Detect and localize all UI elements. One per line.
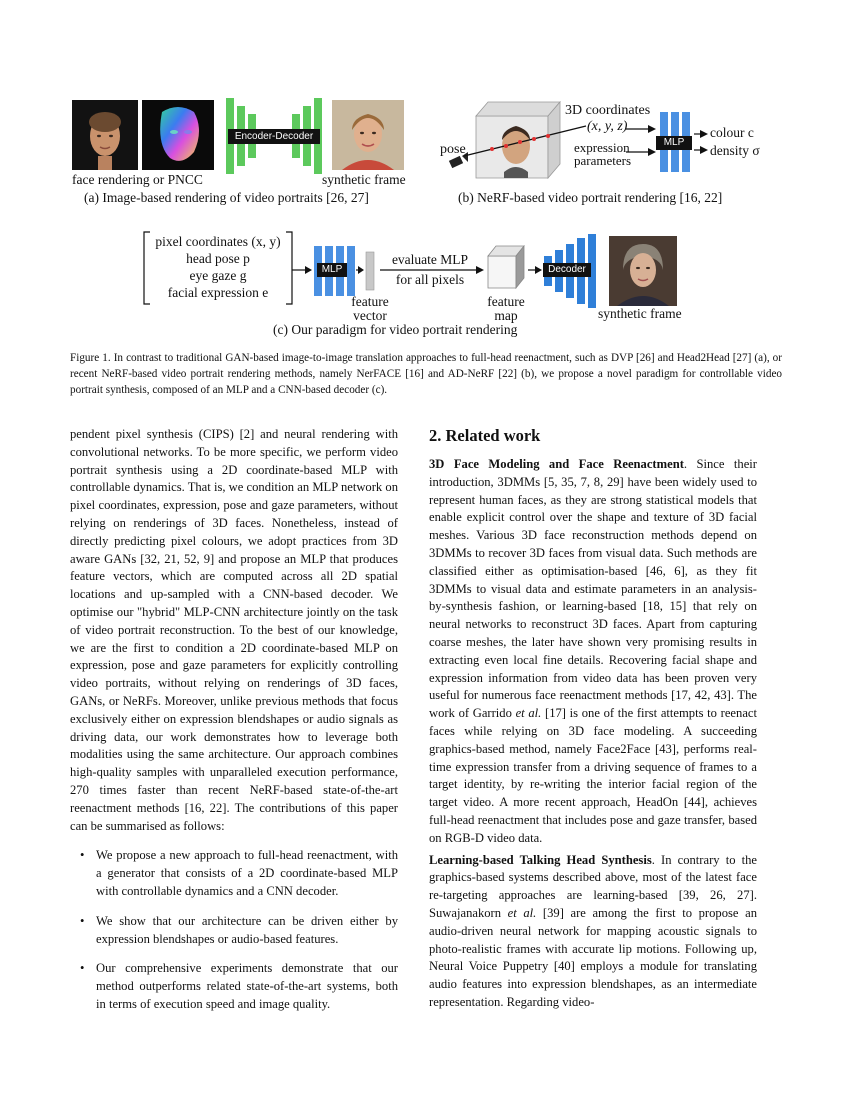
paragraph-text: . In contrary to the graphics-based systems described above, most of the latest face re-targeting approaches are learning-based [39, 26, 27]. Suwajanakorn <box>429 852 757 920</box>
pncc-image <box>142 100 214 170</box>
feature-map-label-1: feature <box>487 294 525 309</box>
face-rendering-label: face rendering or PNCC <box>72 172 203 187</box>
synthetic-frame-label-a: synthetic frame <box>322 172 406 187</box>
synthetic-frame-label-c: synthetic frame <box>598 306 682 321</box>
encoder-decoder-label: Encoder-Decoder <box>228 129 320 144</box>
evaluate-mlp-label: evaluate MLP <box>391 252 469 267</box>
paragraph-text: et al. <box>515 706 542 721</box>
synthetic-frame-image-a <box>332 100 404 170</box>
feature-map-label-2: map <box>494 308 518 323</box>
paragraph-text: et al. <box>507 905 537 920</box>
pncc-drawing <box>142 100 214 170</box>
feature-vector-label-2: vector <box>353 308 387 323</box>
caption-panel-c: (c) Our paradigm for video portrait rendering <box>273 322 518 337</box>
coordinates-label: 3D coordinates <box>565 103 651 118</box>
face-rendering-drawing <box>72 100 138 170</box>
input-pixel-coordinates: pixel coordinates (x, y) <box>155 234 281 249</box>
for-all-pixels-label: for all pixels <box>395 272 465 287</box>
section-heading: 2. Related work <box>429 426 541 445</box>
mlp-label: MLP <box>317 263 347 277</box>
nerf-mlp-label: MLP <box>656 136 692 150</box>
paragraph-title: Learning-based Talking Head Synthesis <box>429 852 652 867</box>
caption-panel-a: (a) Image-based rendering of video portraits [26, 27] <box>84 190 369 205</box>
paragraph-text: [17] is one of the first attempts to reenact faces while relying on 3D face modeling. A succeeding graphics-based method, namely Face2Face [43], performs real-time expression transfer from a driving sequence of frames to a target identity, by re-writing the interior facial region of the target video. A more recent approach, HeadOn [44], achieves full-head reenactment that includes pose and gaze transfer, based on RGB-D video data. <box>429 706 757 845</box>
contributions-list <box>70 847 398 1013</box>
intro-paragraph: pendent pixel synthesis (CIPS) [2] and neural rendering with convolutional networks. To be more specific, we perform video portrait synthesis using a 2D coordinate-based MLP with controllable dynamics. That is, we condition an MLP network on pixel coordinates, expression, pose and gaze parameters, without relying on renderings of 3D faces. Nonetheless, instead of directly predicting pixel colours, we adopt practices from 3D aware GANs [32, 21, 52, 9] and propose an MLP that produces feature vectors, which are computed across all 2D spatial locations and up-sampled with a CNN-based decoder. We optimise our "hybrid" MLP-CNN architecture jointly on the task of video portrait reconstruction. To the best of our knowledge, we are the first to condition a 2D coordinate-based MLP on expression, pose and gaze parameters for explicitly controlling video portraits, without relying on renderings of 3D faces, GANs, or NeRFs. Moreover, unlike previous methods that focus exclusively either on expression blendshapes or audio signals as driving data, our work demonstrates how to leverage both modalities using the same architecture. Our approach combines high-quality samples with unparalleled execution performance, 270 times faster than recent NeRF-based state-of-the-art reenactment methods [16, 22]. The contributions of this paper can be summarised as follows: <box>70 427 398 833</box>
caption-panel-b: (b) NeRF-based video portrait rendering [16, 22] <box>458 190 723 205</box>
synthetic-frame-c-drawing <box>609 236 677 306</box>
paragraph-title: 3D Face Modeling and Face Reenactment <box>429 457 684 471</box>
contribution-item: • We show that our architecture can be driven either by expression blendshapes or audio-based features. <box>70 913 398 949</box>
feature-vector <box>366 252 374 290</box>
right-column <box>429 426 757 1012</box>
parameters-label: parameters <box>574 153 632 168</box>
mlp-layer-4 <box>347 246 355 296</box>
figure-caption: Figure 1. In contrast to traditional GAN-based image-to-image translation approaches to full-head reenactment, such as DVP [26] and Head2Head [27] (a), or recent NeRF-based video portrait rendering methods, namely NerFACE [16] and AD-NeRF [22] (b), we propose a novel paradigm for controllable video portrait synthesis, composed of an MLP and a CNN-based decoder (c). <box>70 352 782 396</box>
left-column <box>70 426 398 1014</box>
paragraph-3d-face-modeling <box>429 456 757 848</box>
feature-vector-label-1: feature <box>351 294 389 309</box>
contribution-item: • Our comprehensive experiments demonstrate that our method outperforms related state-of-the-art systems, both in terms of execution speed and image quality. <box>70 960 398 1013</box>
xyz-label: (x, y, z) <box>587 119 628 134</box>
paragraph-text: . Since their introduction, 3DMMs [5, 35, 7, 8, 29] have been widely used to represent human faces, as they are strong statistical models that enable explicit control over the shape and texture of 3D facial meshes. Various 3D face reconstruction methods depend on 3DMMs to recover 3D faces from visual data. Such methods are classified either as optimisation-based [46, 6], as they fit 3DMMs to visual data and estimate parameters in an analysis-by-synthesis fashion, or learning-based [18, 15] that rely on neural networks to reconstruct 3D faces. Apart from capturing coarse meshes, the later have shown very promising results in extracting even local fine details. Recovering facial shape and expression information from video data has been proven very useful for numerous face reenactment methods [17, 42, 43]. The work of Garrido <box>429 457 757 721</box>
paragraph-talking-head <box>429 852 757 1012</box>
synthetic-frame-image-c <box>609 236 677 306</box>
feature-map-cube <box>488 256 516 288</box>
input-facial-expression: facial expression e <box>167 285 269 300</box>
expression-label: expression <box>574 140 630 155</box>
synthetic-frame-a-drawing <box>332 100 404 170</box>
face-rendering-image <box>72 100 138 170</box>
decoder-label: Decoder <box>543 263 591 277</box>
contribution-item: • We propose a new approach to full-head reenactment, with a generator that consists of a 2D coordinate-based MLP with controllable dynamics and a CNN decoder. <box>70 847 398 900</box>
input-head-pose: head pose p <box>186 251 250 266</box>
paragraph-text: [39] are among the first to propose an audio-driven neural network for mapping acoustic signals to photo-realistic frames with accurate lip motions. Following up, Neural Voice Puppetry [40] employs a module for translating audio features into expression blendshapes, as an intermediate representation. Regarding video- <box>429 905 757 1009</box>
pose-label: pose <box>440 142 466 157</box>
density-label: density σ <box>710 143 760 158</box>
input-eye-gaze: eye gaze g <box>189 268 247 283</box>
colour-label: colour c <box>710 125 754 140</box>
